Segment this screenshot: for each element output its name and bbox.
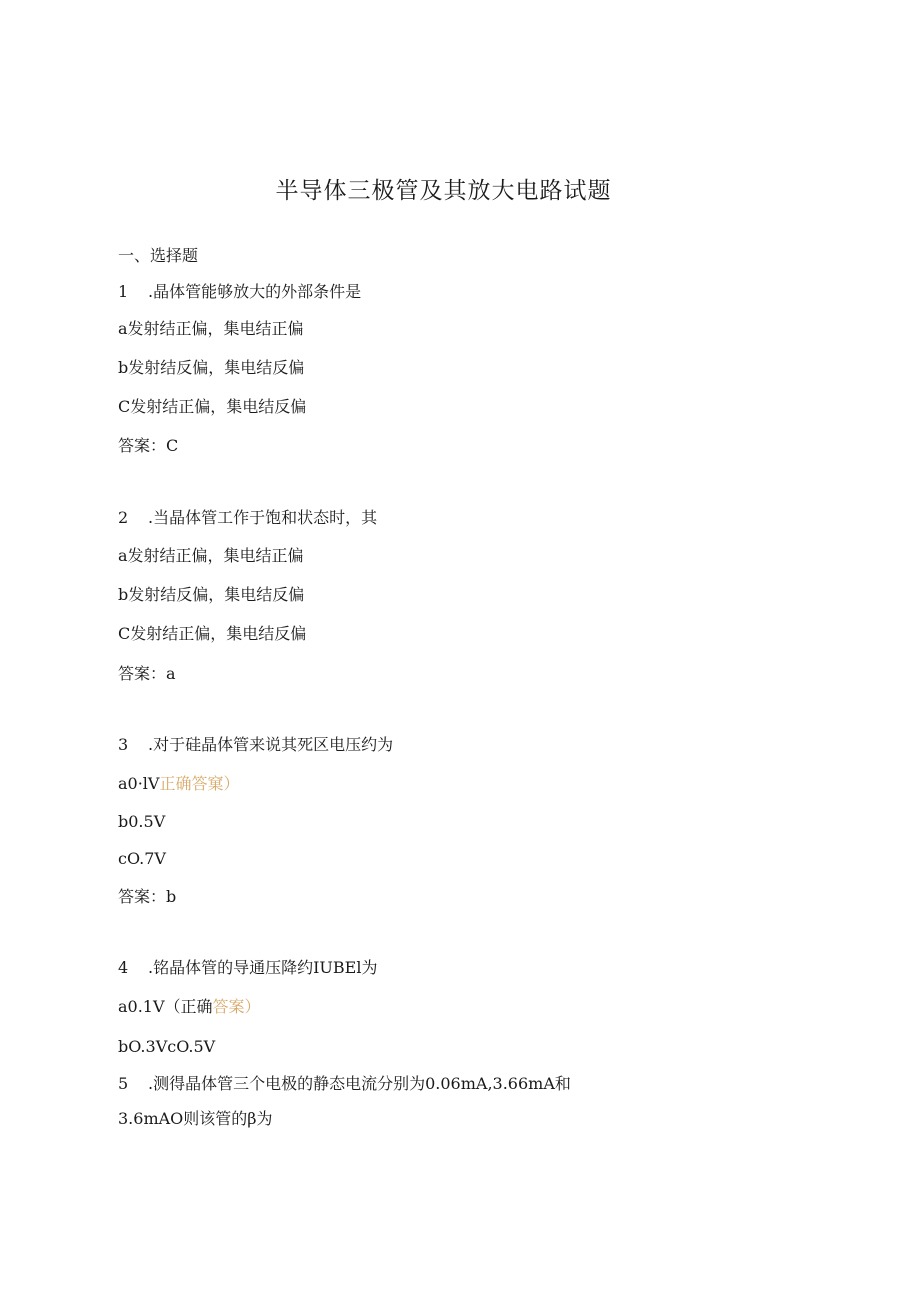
option-text: a0·lV (118, 774, 160, 793)
question-number: 2 (118, 508, 129, 527)
correct-answer-note: 正确答窠） (159, 774, 240, 793)
question-number: 4 (118, 958, 129, 977)
q3-option-b: b0.5V (118, 812, 166, 831)
question-5 (118, 1074, 571, 1094)
question-text: .测得晶体管三个电极的静态电流分别为0.06mA,3.66mA和 (148, 1074, 571, 1093)
page-title: 半导体三极管及其放大电路试题 (275, 178, 612, 204)
question-4 (118, 958, 377, 978)
q4-options-bc: bO.3VcO.5V (118, 1037, 216, 1056)
question-number: 3 (118, 735, 129, 754)
question-5-continued: 3.6mAO则该管的β为 (118, 1109, 273, 1128)
question-text: .铭晶体管的导通压降约IUBEl为 (148, 958, 378, 977)
q2-option-a: a发射结正偏，集电结正偏 (118, 546, 304, 565)
q4-option-a (118, 997, 261, 1017)
question-text: .对于硅晶体管来说其死区电压约为 (148, 735, 394, 754)
q1-option-a: a发射结正偏，集电结正偏 (118, 319, 304, 338)
question-2 (118, 508, 377, 528)
section-heading: 一、选择题 (118, 246, 199, 265)
correct-answer-note: 答案） (212, 997, 261, 1016)
q3-answer: 答案：b (118, 887, 177, 906)
question-number: 5 (118, 1074, 129, 1093)
option-text: a0.1V（正确 (118, 997, 213, 1016)
question-3 (118, 735, 393, 755)
q2-answer: 答案：a (118, 664, 176, 683)
q1-answer: 答案：C (118, 436, 179, 455)
q1-option-c: C发射结正偏，集电结反偏 (118, 397, 307, 416)
q1-option-b: b发射结反偏，集电结反偏 (118, 358, 305, 377)
question-text: .当晶体管工作于饱和状态时，其 (148, 508, 378, 527)
question-text: .晶体管能够放大的外部条件是 (148, 282, 362, 301)
q3-option-a (118, 774, 240, 794)
q3-option-c: cO.7V (118, 849, 166, 868)
q2-option-c: C发射结正偏，集电结反偏 (118, 624, 307, 643)
question-number: 1 (118, 282, 129, 301)
question-1 (118, 282, 361, 302)
q2-option-b: b发射结反偏，集电结反偏 (118, 585, 305, 604)
